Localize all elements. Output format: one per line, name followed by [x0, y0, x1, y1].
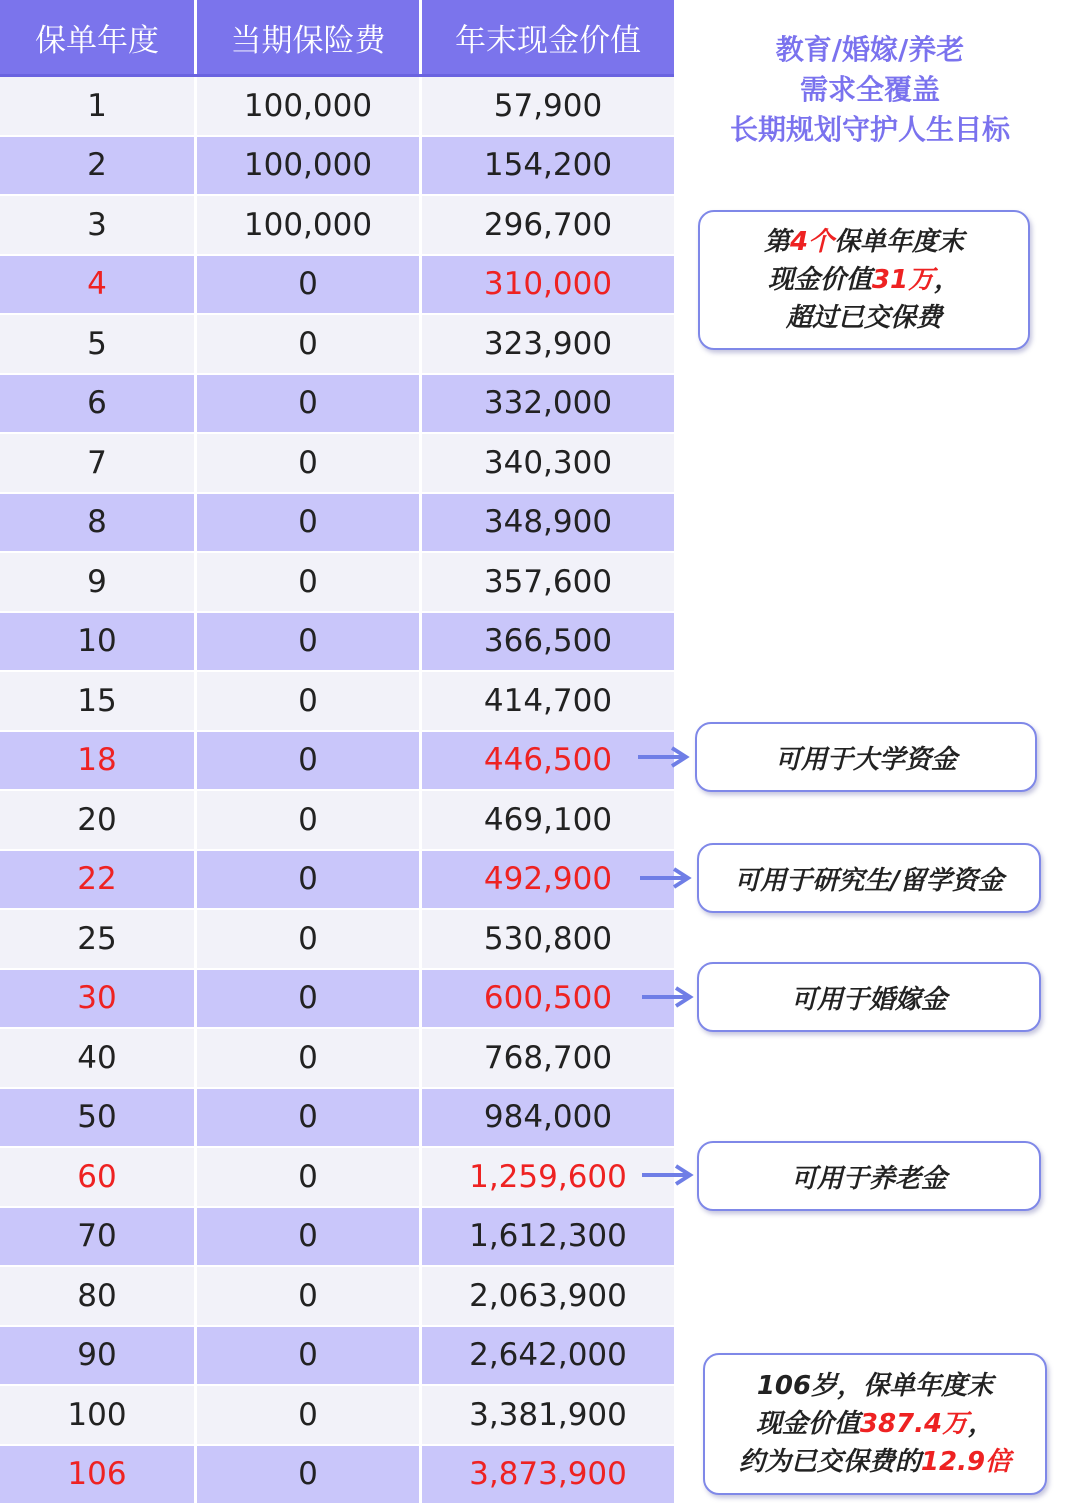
arrow-right-icon	[640, 1163, 696, 1187]
cell-policy-year: 6	[0, 375, 197, 433]
cell-policy-year: 20	[0, 791, 197, 849]
callout-text: 现金价值	[768, 265, 872, 295]
table-row	[0, 553, 674, 613]
table-row	[0, 494, 674, 554]
cell-cash-value: 323,900	[422, 315, 674, 373]
callout-text: ，	[934, 265, 960, 295]
callout-text: 可用于婚嫁金	[791, 979, 947, 1016]
cell-premium: 0	[197, 434, 422, 492]
table-row	[0, 434, 674, 494]
arrow-right-icon	[636, 745, 692, 769]
cell-premium: 0	[197, 732, 422, 790]
callout-wedding-fund	[697, 962, 1041, 1032]
cell-premium: 0	[197, 1208, 422, 1266]
callout-highlight: 387.4万	[860, 1409, 968, 1439]
cell-premium: 0	[197, 256, 422, 314]
callout-college-fund	[695, 722, 1037, 792]
cell-premium: 0	[197, 1267, 422, 1325]
header-premium: 当期保险费	[197, 0, 422, 74]
cell-cash-value: 530,800	[422, 910, 674, 968]
table-row	[0, 732, 674, 792]
callout-text: 超过已交保费	[764, 299, 964, 337]
cell-premium: 0	[197, 851, 422, 909]
table-row	[0, 1208, 674, 1268]
cell-premium: 100,000	[197, 196, 422, 254]
cell-cash-value: 357,600	[422, 553, 674, 611]
cell-cash-value: 446,500	[422, 732, 674, 790]
cell-cash-value: 1,612,300	[422, 1208, 674, 1266]
table-row	[0, 1029, 674, 1089]
table-row	[0, 315, 674, 375]
cell-premium: 0	[197, 1029, 422, 1087]
cell-premium: 0	[197, 375, 422, 433]
cell-premium: 0	[197, 1148, 422, 1206]
callout-text: 现金价值	[756, 1409, 860, 1439]
cell-premium: 100,000	[197, 137, 422, 195]
cell-cash-value: 414,700	[422, 672, 674, 730]
callout-pension-fund	[697, 1141, 1041, 1211]
cell-cash-value: 2,063,900	[422, 1267, 674, 1325]
arrow-right-icon	[640, 985, 696, 1009]
callout-text: 可用于研究生/留学资金	[734, 860, 1004, 897]
cell-premium: 100,000	[197, 77, 422, 135]
side-note-line: 教育/婚嫁/养老	[690, 30, 1050, 70]
callout-text: 保单年度末	[834, 227, 964, 257]
cell-policy-year: 7	[0, 434, 197, 492]
table-header	[0, 0, 674, 77]
callout-text: 106岁，保单年度末	[739, 1367, 1011, 1405]
callout-highlight: 4个	[790, 227, 834, 257]
table-row	[0, 970, 674, 1030]
table-body	[0, 77, 674, 1505]
cell-cash-value: 3,873,900	[422, 1446, 674, 1504]
callout-text: ，	[968, 1409, 994, 1439]
cell-premium: 0	[197, 1089, 422, 1147]
cell-premium: 0	[197, 315, 422, 373]
cell-policy-year: 40	[0, 1029, 197, 1087]
cell-cash-value: 348,900	[422, 494, 674, 552]
cell-policy-year: 70	[0, 1208, 197, 1266]
table-row	[0, 1446, 674, 1505]
side-note	[690, 30, 1050, 150]
cell-policy-year: 1	[0, 77, 197, 135]
cell-premium: 0	[197, 1446, 422, 1504]
cell-policy-year: 2	[0, 137, 197, 195]
cell-premium: 0	[197, 553, 422, 611]
cell-cash-value: 310,000	[422, 256, 674, 314]
cell-policy-year: 80	[0, 1267, 197, 1325]
cell-premium: 0	[197, 1327, 422, 1385]
table-row	[0, 256, 674, 316]
cell-cash-value: 296,700	[422, 196, 674, 254]
cell-cash-value: 3,381,900	[422, 1386, 674, 1444]
callout-year4	[698, 210, 1030, 350]
cell-policy-year: 60	[0, 1148, 197, 1206]
cell-premium: 0	[197, 672, 422, 730]
table-row	[0, 910, 674, 970]
cell-policy-year: 22	[0, 851, 197, 909]
cell-policy-year: 9	[0, 553, 197, 611]
table-row	[0, 1386, 674, 1446]
table-row	[0, 375, 674, 435]
cell-policy-year: 100	[0, 1386, 197, 1444]
table-row	[0, 1148, 674, 1208]
table-row	[0, 137, 674, 197]
cell-premium: 0	[197, 910, 422, 968]
callout-highlight: 12.9倍	[921, 1447, 1011, 1477]
callout-text: 可用于养老金	[791, 1158, 947, 1195]
table-row	[0, 851, 674, 911]
table-row	[0, 672, 674, 732]
cell-cash-value: 154,200	[422, 137, 674, 195]
table-row	[0, 1327, 674, 1387]
arrow-right-icon	[638, 866, 694, 890]
cell-cash-value: 57,900	[422, 77, 674, 135]
cell-policy-year: 90	[0, 1327, 197, 1385]
callout-text: 约为已交保费的	[739, 1447, 921, 1477]
callout-text: 第	[764, 227, 790, 257]
cell-premium: 0	[197, 970, 422, 1028]
header-cash-value: 年末现金价值	[422, 0, 674, 74]
cell-policy-year: 30	[0, 970, 197, 1028]
callout-highlight: 31万	[872, 265, 934, 295]
cell-cash-value: 340,300	[422, 434, 674, 492]
cell-premium: 0	[197, 613, 422, 671]
cell-policy-year: 4	[0, 256, 197, 314]
cell-cash-value: 2,642,000	[422, 1327, 674, 1385]
table-row	[0, 1267, 674, 1327]
table-row	[0, 77, 674, 137]
callout-graduate-fund	[697, 843, 1041, 913]
cell-premium: 0	[197, 1386, 422, 1444]
cell-policy-year: 10	[0, 613, 197, 671]
cell-cash-value: 366,500	[422, 613, 674, 671]
cell-cash-value: 492,900	[422, 851, 674, 909]
cell-cash-value: 600,500	[422, 970, 674, 1028]
table-row	[0, 791, 674, 851]
side-note-line: 需求全覆盖	[690, 70, 1050, 110]
cell-policy-year: 3	[0, 196, 197, 254]
cell-premium: 0	[197, 791, 422, 849]
cell-premium: 0	[197, 494, 422, 552]
table-row	[0, 1089, 674, 1149]
cell-cash-value: 1,259,600	[422, 1148, 674, 1206]
table-row	[0, 196, 674, 256]
cell-policy-year: 50	[0, 1089, 197, 1147]
callout-text: 可用于大学资金	[775, 739, 957, 776]
cell-policy-year: 15	[0, 672, 197, 730]
header-policy-year: 保单年度	[0, 0, 197, 74]
cell-cash-value: 768,700	[422, 1029, 674, 1087]
cell-cash-value: 984,000	[422, 1089, 674, 1147]
cell-policy-year: 106	[0, 1446, 197, 1504]
side-note-line: 长期规划守护人生目标	[690, 110, 1050, 150]
cell-policy-year: 5	[0, 315, 197, 373]
table-row	[0, 613, 674, 673]
cell-cash-value: 469,100	[422, 791, 674, 849]
cell-policy-year: 8	[0, 494, 197, 552]
cell-policy-year: 25	[0, 910, 197, 968]
cell-policy-year: 18	[0, 732, 197, 790]
cell-cash-value: 332,000	[422, 375, 674, 433]
callout-age106	[703, 1353, 1047, 1495]
